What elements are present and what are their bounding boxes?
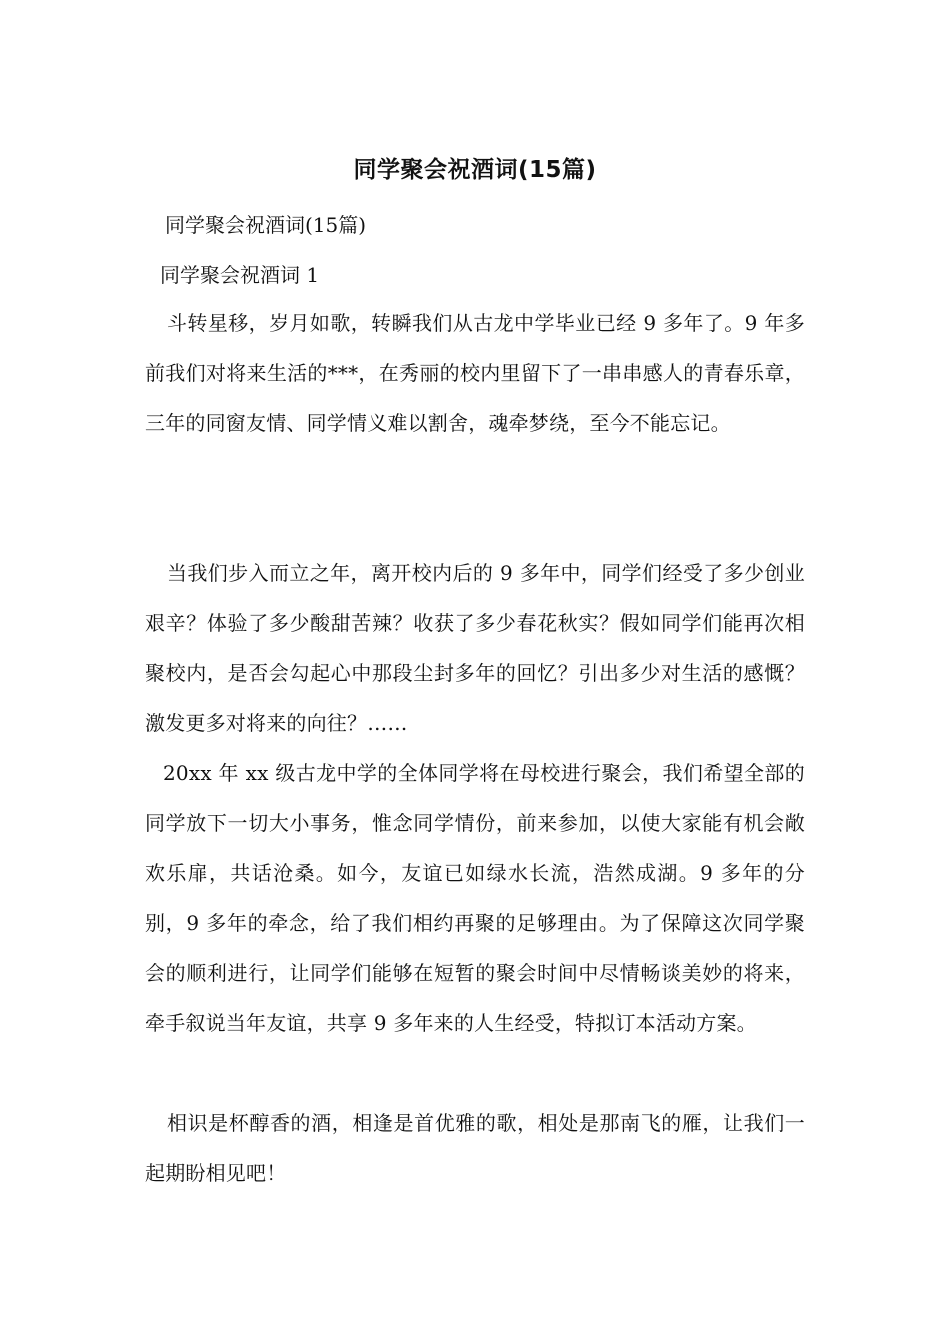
paragraph-block-2 bbox=[145, 548, 805, 748]
paragraph-block-3 bbox=[145, 748, 805, 1048]
document-title: 同学聚会祝酒词(15篇) bbox=[353, 157, 597, 183]
document-subtitle: 同学聚会祝酒词(15篇) bbox=[165, 213, 367, 237]
section-heading: 同学聚会祝酒词 1 bbox=[160, 263, 320, 287]
paragraph-1: 斗转星移，岁月如歌，转瞬我们从古龙中学毕业已经 9 多年了。9 年多前我们对将来生活的***，在秀丽的校内里留下了一串串感人的青春乐章，三年的同窗友情、同学情义难以割舍，魂牵梦绕，至今不能忘记。 bbox=[145, 311, 805, 435]
paragraph-4: 相识是杯醇香的酒，相逢是首优雅的歌，相处是那南飞的雁，让我们一起期盼相见吧！ bbox=[145, 1111, 805, 1185]
paragraph-2: 当我们步入而立之年，离开校内后的 9 多年中，同学们经受了多少创业艰辛？体验了多少酸甜苦辣？收获了多少春花秋实？假如同学们能再次相聚校内，是否会勾起心中那段尘封多年的回忆？引出多少对生活的感慨？激发更多对将来的向往？…… bbox=[145, 561, 805, 735]
paragraph-3: 20xx 年 xx 级古龙中学的全体同学将在母校进行聚会，我们希望全部的同学放下一切大小事务，惟念同学情份，前来参加，以使大家能有机会敞欢乐扉，共话沧桑。如今，友谊已如绿水长流，浩然成湖。9 多年的分别，9 多年的牵念，给了我们相约再聚的足够理由。为了保障这次同学聚会的顺利进行，让同学们能够在短暂的聚会时间中尽情畅谈美妙的将来，牵手叙说当年友谊，共享 9 多年来的人生经受，特拟订本活动方案。 bbox=[145, 761, 805, 1035]
paragraph-block-4 bbox=[145, 1098, 805, 1198]
paragraph-block-1 bbox=[145, 298, 805, 448]
